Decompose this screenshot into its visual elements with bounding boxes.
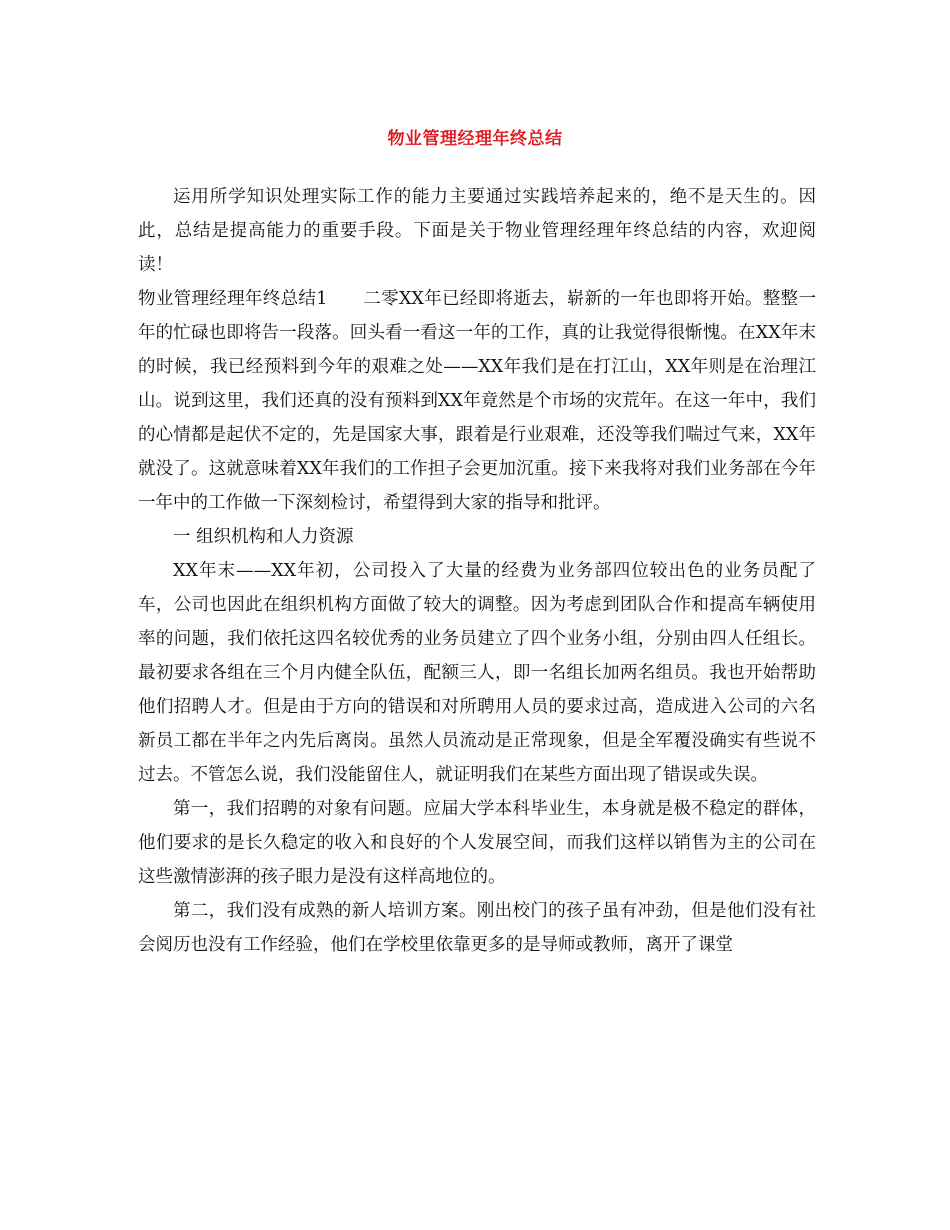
organization-paragraph: XX年末——XX年初，公司投入了大量的经费为业务部四位较出色的业务员配了车，公司也因此在组织机构方面做了较大的调整。因为考虑到团队合作和提高车辆使用率的问题，我们依托这四名较优秀的业务员建立了四个业务小组，分别由四人任组长。最初要求各组在三个月内健全队伍，配额三人，即一名组长加两名组员。我也开始帮助他们招聘人才。但是由于方向的错误和对所聘用人员的要求过高，造成进入公司的六名新员工都在半年之内先后离岗。虽然人员流动是正常现象，但是全军覆没确实有些说不过去。不管怎么说，我们没能留住人，就证明我们在某些方面出现了错误或失误。: [138, 561, 816, 785]
section-heading: 一 组织机构和人力资源: [173, 527, 354, 547]
summary-paragraph: 物业管理经理年终总结1 二零XX年已经即将逝去，崭新的一年也即将开始。整整一年的忙碌也即将告一段落。回头看一看这一年的工作，真的让我觉得很惭愧。在XX年末的时候，我已经预料到今年的艰难之处——XX年我们是在打江山，XX年则是在治理江山。说到这里，我们还真的没有预料到XX年竟然是个市场的灾荒年。在这一年中，我们的心情都是起伏不定的，先是国家大事，跟着是行业艰难，还没等我们喘过气来，XX年就没了。这就意味着XX年我们的工作担子会更加沉重。接下来我将对我们业务部在今年一年中的工作做一下深刻检讨，希望得到大家的指导和批评。: [138, 289, 816, 513]
document-body: [138, 180, 816, 962]
intro-paragraph: 运用所学知识处理实际工作的能力主要通过实践培养起来的，绝不是天生的。因此，总结是提高能力的重要手段。下面是关于物业管理经理年终总结的内容，欢迎阅读！: [138, 187, 816, 275]
document-title: 物业管理经理年终总结: [387, 129, 563, 149]
second-point-paragraph: 第二，我们没有成熟的新人培训方案。刚出校门的孩子虽有冲劲，但是他们没有社会阅历也没有工作经验，他们在学校里依靠更多的是导师或教师，离开了课堂: [138, 901, 816, 955]
first-point-paragraph: 第一，我们招聘的对象有问题。应届大学本科毕业生，本身就是极不稳定的群体，他们要求的是长久稳定的收入和良好的个人发展空间，而我们这样以销售为主的公司在这些激情澎湃的孩子眼力是没有这样高地位的。: [138, 799, 816, 887]
